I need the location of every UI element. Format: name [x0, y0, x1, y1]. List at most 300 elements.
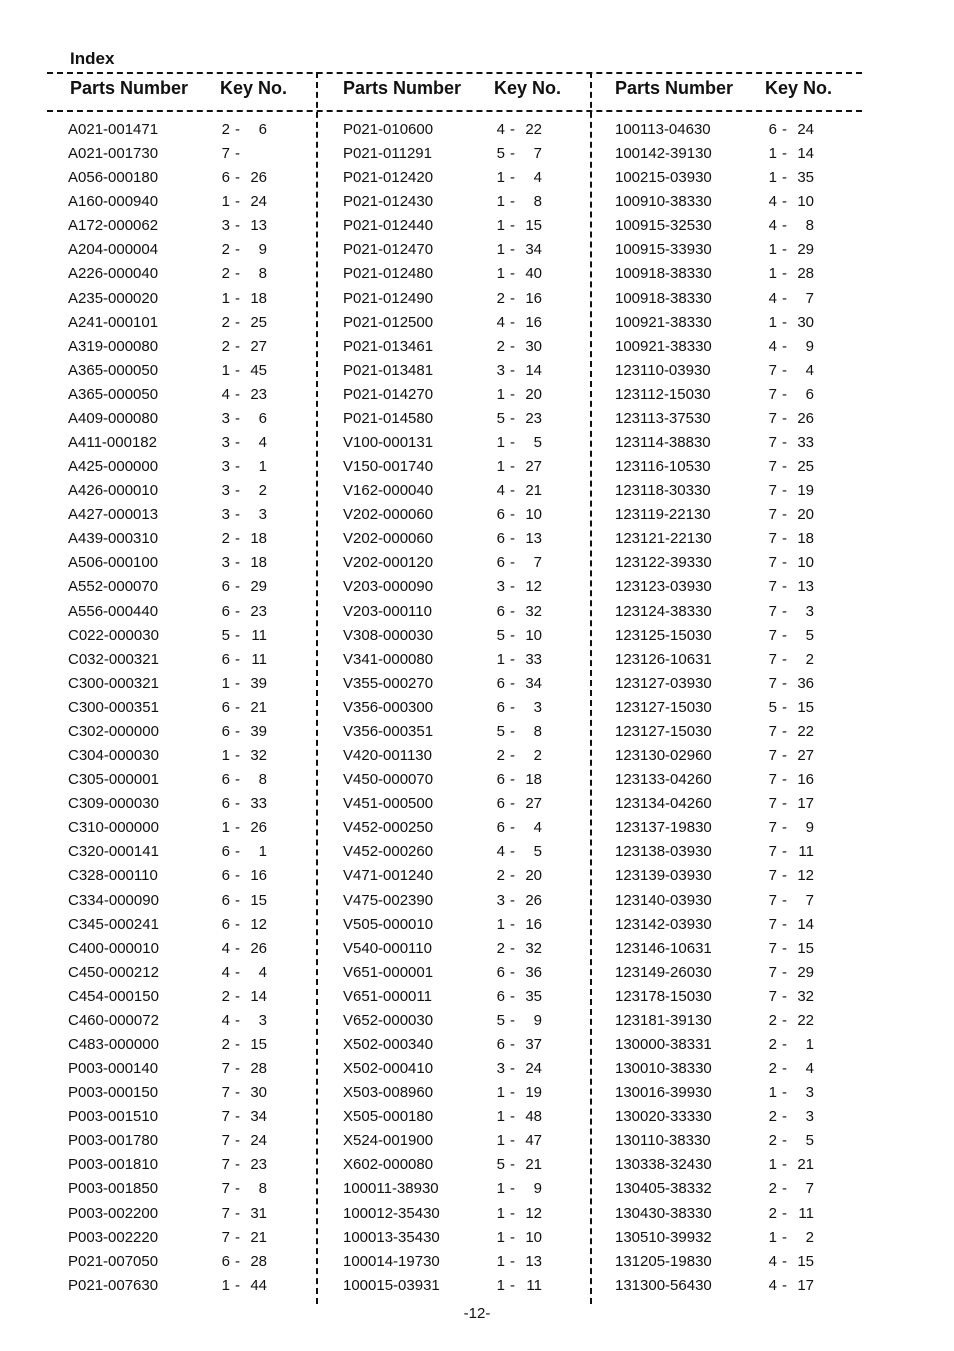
key-figure: 2: [768, 1132, 777, 1150]
index-row: [615, 289, 845, 313]
key-item: 14: [250, 987, 267, 1005]
part-number: A226-000040: [68, 265, 159, 283]
index-row: [343, 818, 573, 842]
key-figure: 6: [768, 121, 777, 138]
index-row: [615, 1179, 845, 1203]
index-row: [343, 457, 573, 481]
header-key-no-1: Key No.: [220, 78, 288, 98]
key-dash: -: [782, 843, 787, 861]
key-dash: -: [510, 1156, 515, 1174]
part-number: 130016-39930: [615, 1084, 712, 1102]
index-row: [615, 361, 845, 385]
part-number: C310-000000: [68, 819, 159, 837]
key-item: 34: [525, 241, 542, 259]
key-item: 1: [258, 843, 267, 861]
key-item: 19: [797, 482, 814, 500]
key-figure: 1: [221, 1276, 230, 1294]
key-figure: 6: [221, 915, 230, 933]
key-item: 21: [250, 698, 267, 716]
key-item: 15: [797, 939, 814, 957]
part-number: A365-000050: [68, 385, 159, 403]
key-item: 30: [797, 313, 814, 331]
key-item: 8: [258, 771, 267, 789]
part-number: P003-002200: [68, 1204, 159, 1222]
part-number: A556-000440: [68, 602, 159, 620]
key-dash: -: [510, 891, 515, 909]
key-figure: 2: [496, 337, 505, 355]
key-item: 13: [525, 530, 542, 548]
header-key-no-3: Key No.: [765, 78, 833, 98]
index-row: [343, 626, 573, 650]
part-number: 100113-04630: [615, 121, 711, 138]
key-figure: 7: [768, 963, 777, 981]
key-dash: -: [782, 217, 787, 235]
key-item: 8: [805, 217, 814, 235]
index-row: [68, 168, 298, 192]
key-item: 10: [797, 554, 814, 572]
key-dash: -: [510, 795, 515, 813]
key-dash: -: [782, 1156, 787, 1174]
key-figure: 2: [221, 313, 230, 331]
key-item: 11: [526, 1276, 542, 1294]
index-row: [68, 794, 298, 818]
part-number: 100215-03930: [615, 169, 712, 187]
key-dash: -: [235, 602, 240, 620]
key-figure: 7: [768, 867, 777, 885]
key-item: 8: [258, 265, 267, 283]
key-figure: 1: [768, 1156, 777, 1174]
index-row: [615, 1276, 845, 1300]
index-row: [68, 1276, 298, 1300]
key-figure: 2: [768, 1011, 777, 1029]
key-item: 6: [805, 385, 814, 403]
index-row: [68, 1011, 298, 1035]
index-title: Index: [70, 49, 115, 68]
key-figure: 3: [221, 554, 230, 572]
part-number: 131300-56430: [615, 1276, 712, 1294]
key-dash: -: [510, 867, 515, 885]
key-dash: -: [235, 265, 240, 283]
key-figure: 7: [221, 1084, 230, 1102]
key-figure: 7: [768, 482, 777, 500]
key-item: 5: [805, 1132, 814, 1150]
part-number: X505-000180: [343, 1108, 434, 1126]
index-row: [68, 240, 298, 264]
key-item: 11: [251, 626, 267, 644]
header-parts-number-1: Parts Number: [70, 78, 189, 98]
part-number: C450-000212: [68, 963, 159, 981]
part-number: P003-001810: [68, 1156, 159, 1174]
key-dash: -: [782, 482, 787, 500]
key-dash: -: [782, 626, 787, 644]
index-row: [343, 553, 573, 577]
key-dash: -: [782, 578, 787, 596]
index-row: [68, 385, 298, 409]
key-dash: -: [782, 1132, 787, 1150]
key-dash: -: [235, 169, 240, 187]
part-number: X502-000410: [343, 1060, 434, 1078]
key-dash: -: [235, 1228, 240, 1246]
key-item: 27: [525, 458, 542, 476]
key-figure: 6: [221, 795, 230, 813]
key-figure: 7: [768, 409, 777, 427]
key-dash: -: [235, 409, 240, 427]
key-figure: 7: [768, 987, 777, 1005]
part-number: 123139-03930: [615, 867, 712, 885]
index-row: [68, 602, 298, 626]
part-number: P021-012500: [343, 313, 434, 331]
key-dash: -: [235, 434, 240, 452]
key-figure: 6: [221, 891, 230, 909]
key-figure: 1: [221, 289, 230, 307]
index-row: [615, 939, 845, 963]
key-dash: -: [510, 1180, 515, 1198]
key-item: 12: [797, 867, 814, 885]
key-item: 7: [533, 554, 542, 572]
key-item: 19: [525, 1084, 542, 1102]
part-number: V203-000110: [343, 602, 432, 620]
part-number: P003-000140: [68, 1060, 159, 1078]
key-figure: 6: [496, 554, 505, 572]
key-dash: -: [782, 289, 787, 307]
key-dash: -: [235, 674, 240, 692]
part-number: V202-000120: [343, 554, 434, 572]
key-item: 16: [525, 313, 542, 331]
index-row: [343, 1035, 573, 1059]
key-item: 26: [525, 891, 542, 909]
key-dash: -: [235, 1276, 240, 1294]
index-row: [68, 1131, 298, 1155]
key-item: 24: [525, 1060, 542, 1078]
index-row: [68, 818, 298, 842]
index-row: [68, 289, 298, 313]
part-number: 130000-38331: [615, 1035, 712, 1053]
part-number: 123134-04260: [615, 795, 712, 813]
key-item: 21: [250, 1228, 267, 1246]
key-figure: 7: [768, 891, 777, 909]
key-figure: 4: [221, 939, 230, 957]
key-figure: 4: [496, 843, 505, 861]
index-row: [615, 385, 845, 409]
key-figure: 1: [496, 1276, 505, 1294]
key-dash: -: [510, 145, 515, 163]
key-dash: -: [510, 819, 515, 837]
key-dash: -: [782, 698, 787, 716]
part-number: 100015-03931: [343, 1276, 440, 1294]
key-dash: -: [782, 385, 787, 403]
key-dash: -: [235, 1035, 240, 1053]
index-row: [615, 433, 845, 457]
part-number: 130020-33330: [615, 1108, 712, 1126]
page-number: -12-: [463, 1305, 491, 1322]
key-figure: 2: [221, 241, 230, 259]
key-figure: 6: [496, 819, 505, 837]
key-item: 22: [525, 121, 542, 138]
part-number: A426-000010: [68, 482, 159, 500]
key-dash: -: [510, 1132, 515, 1150]
key-figure: 7: [221, 1204, 230, 1222]
index-row: [343, 168, 573, 192]
key-dash: -: [782, 554, 787, 572]
key-dash: -: [235, 891, 240, 909]
index-row: [343, 1155, 573, 1179]
index-row: [68, 216, 298, 240]
key-figure: 4: [221, 1011, 230, 1029]
index-row: [68, 120, 298, 144]
key-dash: -: [235, 337, 240, 355]
index-column-2: [343, 120, 573, 1300]
key-figure: 4: [221, 385, 230, 403]
key-dash: -: [782, 795, 787, 813]
key-dash: -: [782, 1204, 787, 1222]
part-number: V420-001130: [343, 747, 432, 765]
key-dash: -: [782, 1180, 787, 1198]
key-item: 2: [805, 1228, 814, 1246]
key-dash: -: [782, 337, 787, 355]
key-figure: 5: [496, 145, 505, 163]
key-item: 4: [805, 361, 814, 379]
key-item: 26: [250, 169, 267, 187]
key-item: 24: [797, 121, 814, 138]
key-figure: 2: [496, 747, 505, 765]
key-figure: 6: [496, 698, 505, 716]
key-figure: 1: [768, 313, 777, 331]
key-dash: -: [782, 963, 787, 981]
part-number: V540-000110: [343, 939, 432, 957]
key-figure: 5: [496, 1011, 505, 1029]
key-item: 18: [250, 289, 267, 307]
index-row: [615, 192, 845, 216]
index-row: [68, 433, 298, 457]
part-number: 123110-03930: [615, 361, 711, 379]
index-row: [343, 794, 573, 818]
index-row: [68, 915, 298, 939]
index-row: [68, 626, 298, 650]
index-row: [343, 289, 573, 313]
index-row: [615, 722, 845, 746]
key-figure: 3: [221, 506, 230, 524]
key-item: 22: [797, 1011, 814, 1029]
key-item: 25: [797, 458, 814, 476]
key-dash: -: [510, 963, 515, 981]
key-item: 37: [525, 1035, 542, 1053]
key-item: 10: [525, 626, 542, 644]
key-item: 12: [525, 578, 542, 596]
part-number: 100014-19730: [343, 1252, 440, 1270]
key-item: 18: [250, 530, 267, 548]
key-item: 9: [533, 1180, 542, 1198]
part-number: V651-000001: [343, 963, 434, 981]
part-number: P003-000150: [68, 1084, 159, 1102]
key-figure: 2: [221, 1035, 230, 1053]
key-figure: 1: [496, 1132, 505, 1150]
index-row: [615, 1252, 845, 1276]
key-dash: -: [782, 506, 787, 524]
index-row: [615, 337, 845, 361]
key-item: 7: [805, 289, 814, 307]
key-dash: -: [235, 1204, 240, 1222]
key-dash: -: [235, 385, 240, 403]
key-figure: 7: [768, 506, 777, 524]
key-figure: 7: [768, 674, 777, 692]
part-number: 123181-39130: [615, 1011, 712, 1029]
index-row: [343, 313, 573, 337]
index-row: [615, 987, 845, 1011]
key-item: 3: [805, 1084, 814, 1102]
key-dash: -: [510, 1084, 515, 1102]
index-row: [68, 987, 298, 1011]
key-item: 11: [798, 843, 814, 861]
key-figure: 5: [221, 626, 230, 644]
key-item: 20: [525, 867, 542, 885]
key-figure: 2: [221, 337, 230, 355]
key-item: 10: [525, 1228, 542, 1246]
part-number: V150-001740: [343, 458, 434, 476]
part-number: A204-000004: [68, 241, 159, 259]
key-dash: -: [235, 987, 240, 1005]
key-dash: -: [510, 193, 515, 211]
key-dash: -: [782, 1060, 787, 1078]
index-row: [615, 866, 845, 890]
key-figure: 7: [221, 1132, 230, 1150]
key-dash: -: [235, 747, 240, 765]
key-figure: 6: [496, 963, 505, 981]
key-figure: 1: [768, 1228, 777, 1246]
index-row: [343, 963, 573, 987]
part-number: 123138-03930: [615, 843, 712, 861]
key-dash: -: [510, 602, 515, 620]
part-number: P021-011291: [343, 145, 432, 163]
key-figure: 1: [496, 217, 505, 235]
index-row: [343, 698, 573, 722]
key-item: 33: [250, 795, 267, 813]
key-item: 34: [250, 1108, 267, 1126]
part-number: V471-001240: [343, 867, 434, 885]
key-item: 2: [258, 482, 267, 500]
key-figure: 6: [221, 867, 230, 885]
key-figure: 6: [496, 530, 505, 548]
key-item: 31: [250, 1204, 267, 1222]
index-row: [615, 963, 845, 987]
part-number: P021-013461: [343, 337, 434, 355]
key-figure: 6: [221, 578, 230, 596]
index-row: [343, 1204, 573, 1228]
key-dash: -: [510, 939, 515, 957]
key-item: 15: [250, 891, 267, 909]
key-figure: 2: [768, 1035, 777, 1053]
part-number: C300-000321: [68, 674, 159, 692]
key-dash: -: [510, 169, 515, 187]
key-figure: 2: [221, 987, 230, 1005]
key-figure: 6: [496, 506, 505, 524]
key-dash: -: [782, 409, 787, 427]
key-item: 10: [797, 193, 814, 211]
index-row: [68, 1179, 298, 1203]
header-parts-number-2: Parts Number: [343, 78, 462, 98]
part-number: 130010-38330: [615, 1060, 712, 1078]
part-number: 130338-32430: [615, 1156, 712, 1174]
part-number: V652-000030: [343, 1011, 434, 1029]
key-dash: -: [782, 361, 787, 379]
part-number: C309-000030: [68, 795, 159, 813]
key-item: 1: [805, 1035, 814, 1053]
index-row: [615, 1011, 845, 1035]
key-item: 17: [797, 1276, 814, 1294]
index-row: [615, 698, 845, 722]
key-dash: -: [782, 313, 787, 331]
key-figure: 5: [496, 722, 505, 740]
key-figure: 1: [768, 241, 777, 259]
key-figure: 1: [496, 241, 505, 259]
key-figure: 3: [221, 409, 230, 427]
key-item: 27: [797, 747, 814, 765]
part-number: C400-000010: [68, 939, 159, 957]
part-number: 100915-32530: [615, 217, 712, 235]
key-item: 24: [250, 193, 267, 211]
key-item: 5: [533, 843, 542, 861]
key-figure: 4: [768, 193, 777, 211]
index-row: [615, 481, 845, 505]
part-number: 123142-03930: [615, 915, 712, 933]
key-figure: 7: [221, 1108, 230, 1126]
index-row: [343, 216, 573, 240]
index-row: [615, 794, 845, 818]
key-dash: -: [235, 1156, 240, 1174]
part-number: X602-000080: [343, 1156, 434, 1174]
index-row: [343, 505, 573, 529]
key-figure: 2: [768, 1204, 777, 1222]
key-item: 11: [798, 1204, 814, 1222]
part-number: V308-000030: [343, 626, 434, 644]
key-dash: -: [782, 434, 787, 452]
index-row: [343, 1252, 573, 1276]
part-number: 123124-38330: [615, 602, 712, 620]
key-dash: -: [235, 578, 240, 596]
key-item: 33: [525, 650, 542, 668]
key-dash: -: [510, 578, 515, 596]
key-item: 12: [525, 1204, 542, 1222]
index-row: [68, 1228, 298, 1252]
key-figure: 1: [768, 265, 777, 283]
key-dash: -: [510, 361, 515, 379]
key-dash: -: [235, 771, 240, 789]
part-number: P021-012440: [343, 217, 434, 235]
part-number: V505-000010: [343, 915, 434, 933]
key-dash: -: [235, 867, 240, 885]
key-dash: -: [235, 1084, 240, 1102]
part-number: P021-012480: [343, 265, 434, 283]
key-item: 23: [250, 385, 267, 403]
key-dash: -: [510, 313, 515, 331]
key-dash: -: [510, 626, 515, 644]
part-number: 100921-38330: [615, 337, 712, 355]
key-dash: -: [235, 1011, 240, 1029]
key-figure: 7: [768, 843, 777, 861]
index-row: [615, 577, 845, 601]
part-number: A056-000180: [68, 169, 159, 187]
key-dash: -: [510, 650, 515, 668]
key-dash: -: [510, 674, 515, 692]
part-number: P003-001510: [68, 1108, 159, 1126]
key-figure: 1: [221, 674, 230, 692]
key-dash: -: [782, 602, 787, 620]
key-figure: 2: [221, 265, 230, 283]
index-row: [615, 457, 845, 481]
part-number: 130510-39932: [615, 1228, 712, 1246]
index-row: [343, 1011, 573, 1035]
key-item: 12: [250, 915, 267, 933]
part-number: C320-000141: [68, 843, 159, 861]
